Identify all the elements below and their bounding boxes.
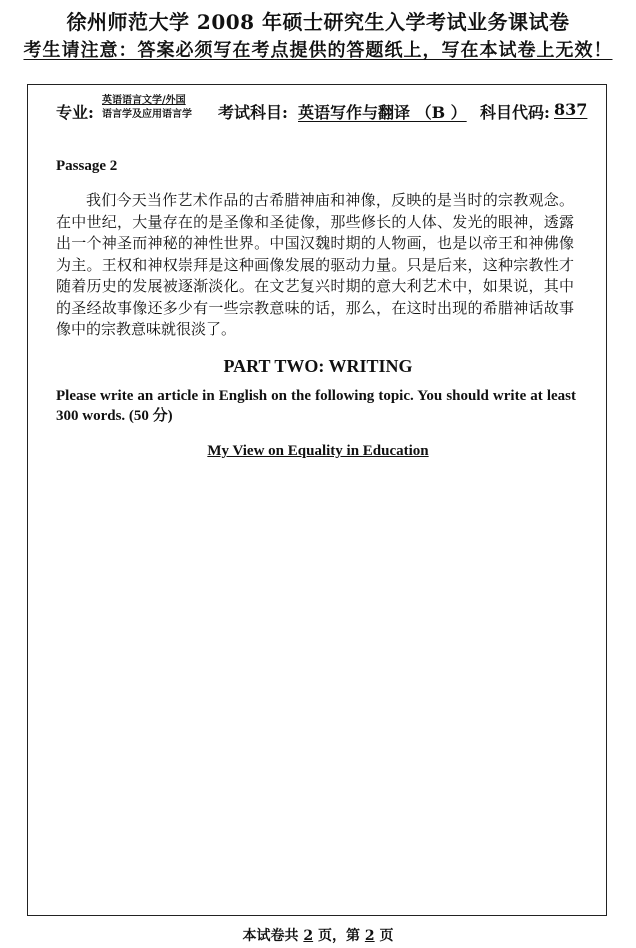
- subject-label: 考试科目:: [218, 103, 288, 122]
- exam-title: 徐州师范大学 2008 年硕士研究生入学考试业务课试卷: [66, 10, 570, 34]
- footer-suffix: 页: [379, 928, 394, 944]
- major-line-1: 英语语言文学/外国: [102, 95, 186, 106]
- footer-current-page: 2: [364, 928, 375, 944]
- code-label: 科目代码:: [480, 103, 550, 122]
- code-value: 837: [554, 100, 588, 119]
- footer-total-pages: 2: [303, 928, 314, 944]
- passage-title: Passage 2: [56, 158, 118, 174]
- exam-notice: 考生请注意：答案必须写在考点提供的答题纸上，写在本试卷上无效！: [23, 40, 613, 61]
- footer-middle: 页，第: [318, 928, 360, 944]
- writing-instructions: Please write an article in English on the following topic. You should write at least 300 words. (50 分): [56, 388, 576, 424]
- major-values: [102, 94, 192, 122]
- major-line-2: 语言学及应用语言学: [102, 109, 192, 120]
- exam-info-row: [56, 94, 588, 126]
- writing-topic: My View on Equality in Education: [207, 443, 429, 459]
- passage-body: 我们今天当作艺术作品的古希腊神庙和神像，反映的是当时的宗教观念。在中世纪，大量存在的是圣像和圣徒像，那些修长的人体、发光的眼神，透露出一个神圣而神秘的神性世界。中国汉魏时期的人物画，也是以帝王和神佛像为主。王权和神权崇拜是这种画像发展的驱动力量。只是后来，这种宗教性才随着历史的发展被逐渐淡化。在文艺复兴时期的意大利艺术中，如果说，其中的圣经故事像还多少有一些宗教意味的话，那么，在这时出现的希腊神话故事像中的宗教意味就很淡了。: [56, 191, 574, 338]
- major-label: 专业:: [56, 103, 94, 122]
- part-title: PART TWO: WRITING: [223, 356, 413, 376]
- page-footer: [0, 925, 636, 945]
- footer-prefix: 本试卷共: [242, 928, 299, 944]
- subject-value: 英语写作与翻译 （B ）: [298, 103, 467, 122]
